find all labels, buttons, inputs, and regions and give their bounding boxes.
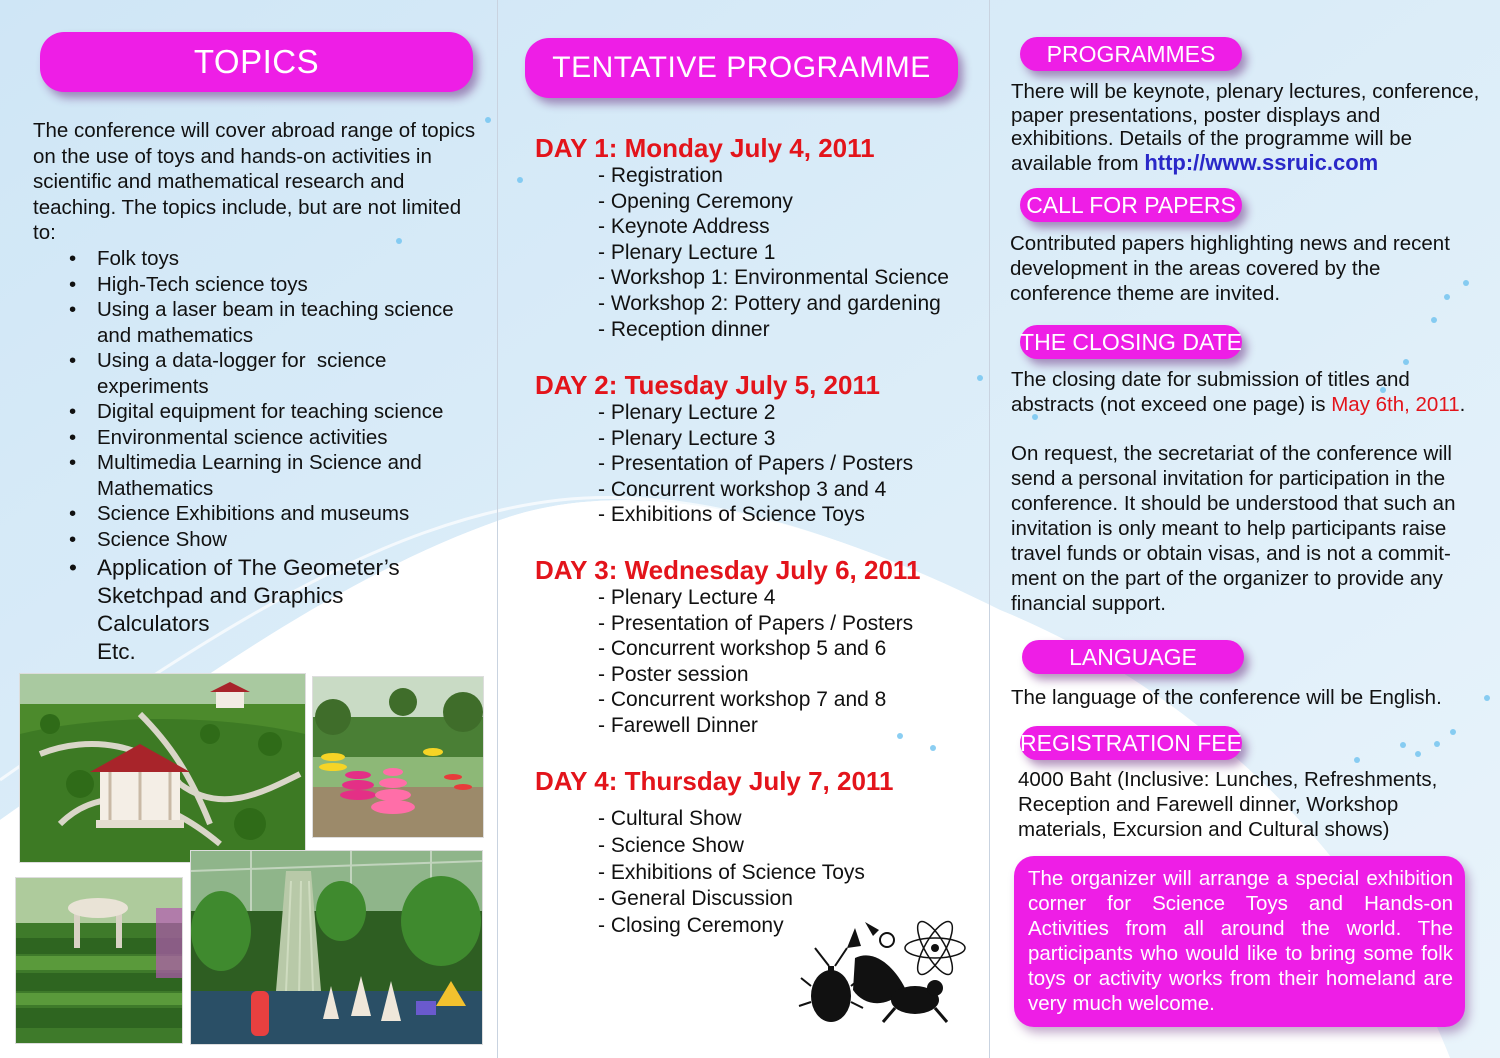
bullet: • (69, 400, 77, 423)
info-panel (990, 0, 1500, 1058)
bullet: • (69, 425, 77, 449)
fold-divider-left (497, 0, 498, 1058)
colorful-garden-sculptures-photo (312, 676, 484, 838)
list-item: - Presentation of Papers / Posters (598, 611, 914, 635)
topic-label: Environmental science activities (97, 425, 388, 449)
list-item: - Plenary Lecture 3 (598, 426, 776, 450)
list-item: - Concurrent workshop 7 and 8 (598, 688, 887, 712)
topics-panel (0, 0, 497, 1058)
topic-label: Using a data-logger for science experiments (97, 349, 393, 398)
day-2-heading: DAY 2: Tuesday July 5, 2011 (535, 370, 880, 400)
list-item: - Science Show (598, 833, 744, 857)
list-item (69, 297, 472, 348)
list-item: - General Discussion (598, 887, 793, 911)
bullet: • (69, 298, 77, 321)
topic-label: Digital equipment for teaching science (97, 400, 444, 423)
topics-title: TOPICS (40, 32, 473, 92)
list-item (69, 554, 437, 638)
topic-label: Science Show (97, 527, 227, 551)
list-item: - Cultural Show (598, 807, 742, 830)
bullet: • (69, 349, 77, 372)
topics-etc: Etc. (97, 639, 136, 664)
list-item: - Exhibitions of Science Toys (598, 860, 865, 884)
programmes-title: PROGRAMMES (1020, 37, 1242, 71)
bullet: • (69, 555, 77, 580)
list-item (69, 348, 417, 399)
programmes-text: There will be keynote, plenary lectures, conference, paper presentations, poster displays and exhibitions. Details of the programme will be available from http://www.ssruic.com (1011, 80, 1480, 175)
registration-fee-title: REGISTRATION FEE (1020, 726, 1242, 760)
programme-title: TENTATIVE PROGRAMME (525, 38, 958, 98)
list-item: - Presentation of Papers / Posters (598, 452, 914, 476)
list-item: - Opening Ceremony (598, 189, 793, 213)
list-item: - Registration (598, 164, 723, 187)
closing-date-value: May 6th, 2011 (1331, 393, 1460, 416)
day-1-items (598, 163, 949, 342)
language-title: LANGUAGE (1022, 640, 1244, 674)
day-3-heading: DAY 3: Wednesday July 6, 2011 (535, 555, 921, 585)
list-item: - Reception dinner (598, 317, 770, 341)
list-item: - Plenary Lecture 4 (598, 586, 776, 609)
hedge-maze-pavilion-photo (15, 877, 183, 1044)
list-item: - Exhibitions of Science Toys (598, 503, 865, 527)
list-item: - Workshop 1: Environmental Science (598, 266, 949, 290)
topics-intro: The conference will cover abroad range of topics on the use of toys and hands-on activities in scientific and mathematical research and teaching. The topics include, but are not limited to: (33, 119, 476, 244)
registration-fee-text: 4000 Baht (Inclusive: Lunches, Refreshments, Reception and Farewell dinner, Workshop materials, Excursion and Cultural shows) (1018, 768, 1438, 841)
topic-label: Using a laser beam in teaching science and mathematics (97, 298, 454, 347)
exhibition-note: The organizer will arrange a special exhibition corner for Science Toys and Hands-on Activities from all around the world. The participants who would like to bring some folk toys or activity works from their homeland are very much welcome. (1014, 856, 1465, 1027)
topic-label: Application of The Geometer’s Sketchpad and Graphics Calculators (97, 555, 400, 636)
website-link[interactable]: http://www.ssruic.com (1144, 149, 1379, 175)
tropical-greenhouse-photo (190, 850, 483, 1045)
invitation-text: On request, the secretariat of the conference will send a personal invitation for participation in the conference. It should be understood that such an invitation is only meant to help participants raise travel funds or obtain visas, and is not a commit-ment on the part of the organizer to provide any financial support. (1011, 442, 1456, 615)
call-for-papers-text: Contributed papers highlighting news and recent development in the areas covered by the conference theme are invited. (1010, 232, 1450, 305)
language-text: The language of the conference will be English. (1011, 686, 1442, 709)
topic-label: High-Tech science toys (97, 272, 308, 296)
list-item (69, 272, 487, 298)
call-for-papers-title: CALL FOR PAPERS (1020, 188, 1242, 222)
list-item: - Workshop 2: Pottery and gardening (598, 291, 941, 315)
list-item (69, 425, 487, 451)
list-item: - Poster session (598, 662, 749, 686)
fold-divider-right (989, 0, 990, 1058)
list-item (69, 450, 442, 501)
list-item: - Concurrent workshop 3 and 4 (598, 477, 887, 501)
day-4-heading: DAY 4: Thursday July 7, 2011 (535, 766, 894, 796)
list-item: - Closing Ceremony (598, 914, 784, 938)
list-item (69, 501, 487, 527)
list-item (69, 527, 487, 553)
topic-label: Multimedia Learning in Science and Mathematics (97, 451, 422, 500)
list-item: - Concurrent workshop 5 and 6 (598, 637, 887, 661)
list-item: - Plenary Lecture 2 (598, 401, 776, 424)
topics-list (69, 246, 487, 666)
day-2-items (598, 400, 913, 528)
day-1-heading: DAY 1: Monday July 4, 2011 (535, 133, 875, 163)
day-3-items (598, 585, 913, 739)
list-item: - Plenary Lecture 1 (598, 240, 776, 264)
bullet: • (69, 451, 77, 474)
topic-label: Science Exhibitions and museums (97, 502, 410, 525)
science-toys-illustration (795, 918, 975, 1030)
topiary-garden-gazebo-photo (19, 673, 306, 863)
bullet: • (69, 272, 77, 296)
list-item (69, 399, 487, 425)
closing-date-title: THE CLOSING DATE (1020, 325, 1242, 359)
list-item: - Keynote Address (598, 215, 770, 239)
topic-label: Folk toys (97, 247, 180, 270)
bullet: • (69, 247, 77, 270)
bullet: • (69, 502, 77, 525)
bullet: • (69, 527, 77, 551)
list-item: - Farewell Dinner (598, 713, 758, 737)
closing-date-text: The closing date for submission of titles and abstracts (not exceed one page) is May 6th, 2011. (1011, 368, 1466, 416)
programme-panel (498, 0, 989, 1058)
list-item (69, 246, 487, 272)
